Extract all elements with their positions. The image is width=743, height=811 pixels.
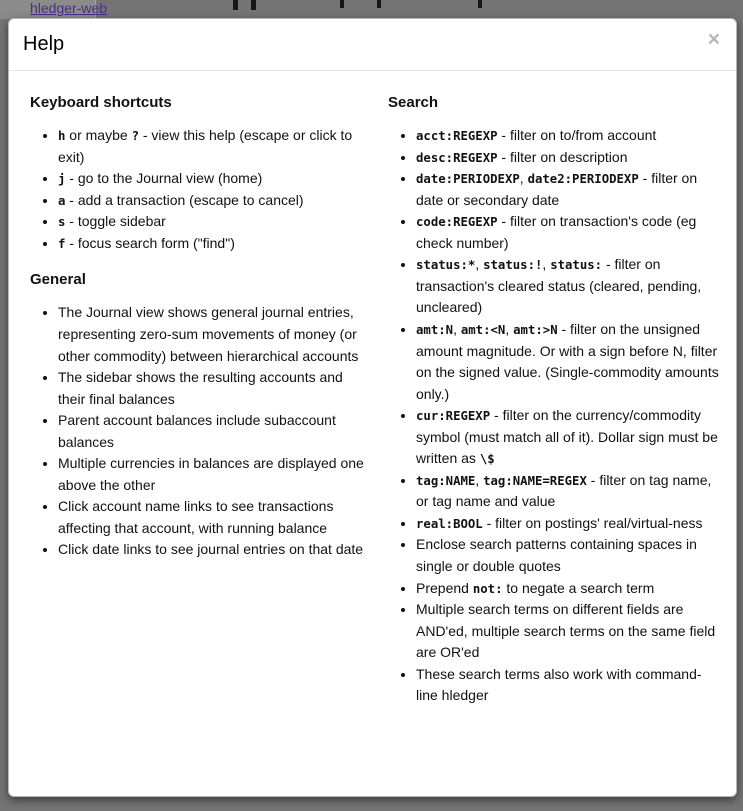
background-heading-fragment xyxy=(233,0,238,10)
help-list xyxy=(22,302,365,561)
help-list-item: • h or maybe ? - view this help (escape or click to exit) xyxy=(58,125,365,168)
modal-body xyxy=(9,71,736,737)
help-list-item: • tag:NAME, tag:NAME=REGEX - filter on tag name, or tag name and value xyxy=(416,470,723,513)
hledger-web-link[interactable]: hledger-web xyxy=(30,0,108,16)
help-list-item: • f - focus search form ("find") xyxy=(58,233,365,255)
help-list-item: • cur:REGEXP - filter on the currency/commodity symbol (must match all of it). Dollar sign must be written as \$ xyxy=(416,405,723,470)
modal-title: Help xyxy=(23,33,65,55)
help-left-column xyxy=(22,91,365,717)
help-list-item: • code:REGEXP - filter on transaction's code (eg check number) xyxy=(416,211,723,254)
help-list-item: • The sidebar shows the resulting accounts and their final balances xyxy=(58,367,365,410)
help-modal xyxy=(8,18,737,797)
background-heading-fragment xyxy=(340,0,344,8)
help-right-column xyxy=(380,91,723,717)
help-list-item: • Click date links to see journal entries on that date xyxy=(58,539,365,561)
help-list-item: • Parent account balances include subaccount balances xyxy=(58,410,365,453)
section-heading: General xyxy=(30,271,86,289)
help-list-item: • Multiple search terms on different fields are AND'ed, multiple search terms on the same field are OR'ed xyxy=(416,599,723,664)
help-list-item: • real:BOOL - filter on postings' real/virtual-ness xyxy=(416,513,723,535)
help-list-item: • a - add a transaction (escape to cancel) xyxy=(58,190,365,212)
section-heading: Search xyxy=(388,94,439,111)
help-list-item: • s - toggle sidebar xyxy=(58,211,365,233)
help-list xyxy=(380,125,723,707)
close-icon[interactable]: × xyxy=(707,28,720,51)
help-list-item: • Enclose search patterns containing spaces in single or double quotes xyxy=(416,534,723,577)
background-heading-fragment xyxy=(478,0,482,8)
help-list xyxy=(22,125,365,254)
modal-header xyxy=(9,19,736,71)
background-heading-fragment xyxy=(377,0,381,8)
background-heading-fragment xyxy=(251,0,256,10)
help-list-item: • j - go to the Journal view (home) xyxy=(58,168,365,190)
section-heading: Keyboard shortcuts xyxy=(30,94,172,111)
help-list-item: • date:PERIODEXP, date2:PERIODEXP - filter on date or secondary date xyxy=(416,168,723,211)
help-list-item: • Multiple currencies in balances are displayed one above the other xyxy=(58,453,365,496)
help-list-item: • These search terms also work with command-line hledger xyxy=(416,664,723,707)
help-list-item: • amt:N, amt:<N, amt:>N - filter on the unsigned amount magnitude. Or with a sign before N, filter on the signed value. (Single-commodity amounts only.) xyxy=(416,319,723,405)
help-list-item: • The Journal view shows general journal entries, representing zero-sum movements of money (or other commodity) between hierarchical accounts xyxy=(58,302,365,367)
help-list-item: • desc:REGEXP - filter on description xyxy=(416,147,723,169)
help-list-item: • acct:REGEXP - filter on to/from account xyxy=(416,125,723,147)
help-list-item: • Prepend not: to negate a search term xyxy=(416,578,723,600)
help-list-item: • Click account name links to see transactions affecting that account, with running balance xyxy=(58,496,365,539)
help-list-item: • status:*, status:!, status: - filter on transaction's cleared status (cleared, pending, uncleared) xyxy=(416,254,723,319)
